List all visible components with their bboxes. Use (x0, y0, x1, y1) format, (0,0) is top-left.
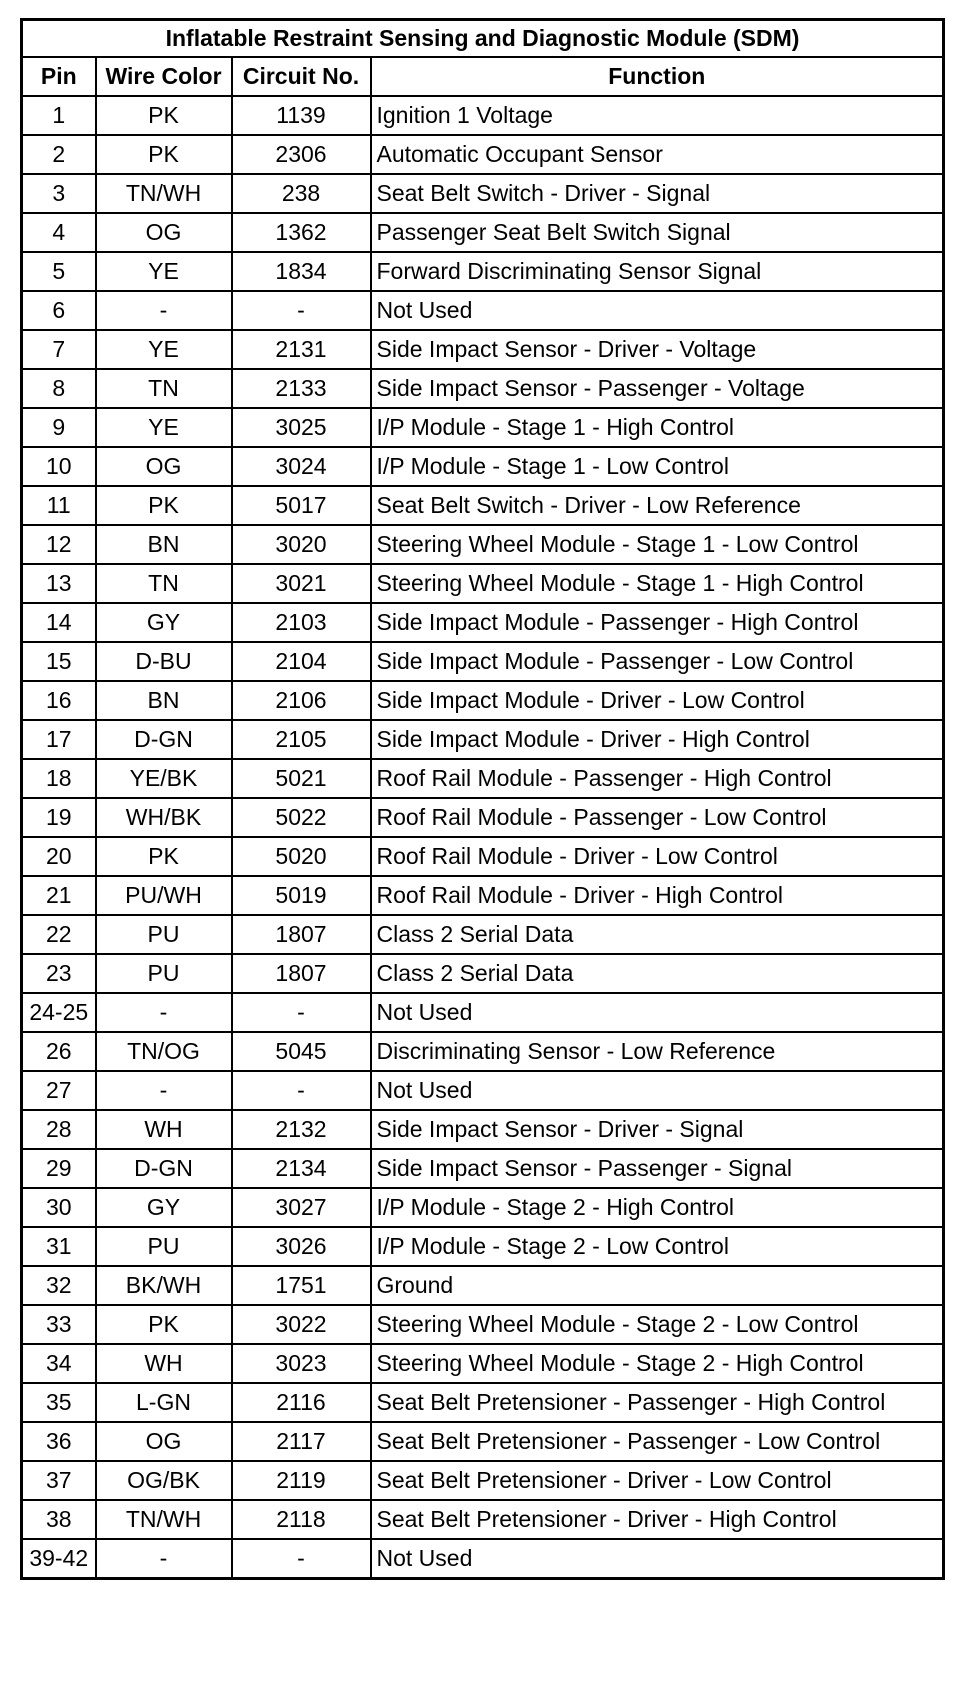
function-cell: Side Impact Sensor - Passenger - Signal (371, 1149, 944, 1188)
wire-color-cell: L-GN (96, 1383, 232, 1422)
table-row (22, 252, 944, 291)
function-cell: Forward Discriminating Sensor Signal (371, 252, 944, 291)
table-row (22, 1149, 944, 1188)
circuit-no-cell: - (232, 291, 371, 330)
wire-color-cell: TN/WH (96, 174, 232, 213)
function-cell: Class 2 Serial Data (371, 954, 944, 993)
pin-cell: 22 (22, 915, 96, 954)
wire-color-cell: TN/OG (96, 1032, 232, 1071)
pinout-table (20, 18, 945, 1580)
pin-cell: 26 (22, 1032, 96, 1071)
wire-color-cell: OG/BK (96, 1461, 232, 1500)
function-cell: Side Impact Sensor - Driver - Voltage (371, 330, 944, 369)
function-cell: Ignition 1 Voltage (371, 96, 944, 135)
table-row (22, 837, 944, 876)
table-row (22, 1539, 944, 1579)
table-row (22, 135, 944, 174)
circuit-no-cell: 3026 (232, 1227, 371, 1266)
function-cell: Seat Belt Switch - Driver - Signal (371, 174, 944, 213)
circuit-no-cell: - (232, 1539, 371, 1579)
table-row (22, 1032, 944, 1071)
pin-cell: 21 (22, 876, 96, 915)
table-row (22, 720, 944, 759)
pin-cell: 2 (22, 135, 96, 174)
circuit-no-cell: 3021 (232, 564, 371, 603)
function-cell: Seat Belt Pretensioner - Passenger - Low Control (371, 1422, 944, 1461)
circuit-no-cell: 2106 (232, 681, 371, 720)
wire-color-cell: WH (96, 1110, 232, 1149)
pin-cell: 37 (22, 1461, 96, 1500)
circuit-no-cell: 5020 (232, 837, 371, 876)
table-row (22, 1305, 944, 1344)
pin-cell: 4 (22, 213, 96, 252)
pin-cell: 23 (22, 954, 96, 993)
wire-color-cell: BN (96, 525, 232, 564)
pin-cell: 30 (22, 1188, 96, 1227)
function-cell: Steering Wheel Module - Stage 1 - High Control (371, 564, 944, 603)
function-cell: Roof Rail Module - Passenger - Low Control (371, 798, 944, 837)
function-cell: Not Used (371, 291, 944, 330)
table-title: Inflatable Restraint Sensing and Diagnostic Module (SDM) (22, 20, 944, 58)
pin-cell: 38 (22, 1500, 96, 1539)
wire-color-cell: TN (96, 564, 232, 603)
table-row (22, 525, 944, 564)
pin-cell: 29 (22, 1149, 96, 1188)
pin-cell: 8 (22, 369, 96, 408)
circuit-no-cell: 3020 (232, 525, 371, 564)
circuit-no-cell: 2132 (232, 1110, 371, 1149)
wire-color-cell: - (96, 291, 232, 330)
circuit-no-cell: 2119 (232, 1461, 371, 1500)
table-row (22, 369, 944, 408)
table-row (22, 1071, 944, 1110)
circuit-no-cell: 3027 (232, 1188, 371, 1227)
pin-cell: 35 (22, 1383, 96, 1422)
wire-color-cell: WH (96, 1344, 232, 1383)
table-row (22, 96, 944, 135)
wire-color-cell: YE/BK (96, 759, 232, 798)
function-cell: Side Impact Module - Driver - Low Control (371, 681, 944, 720)
function-cell: Seat Belt Pretensioner - Driver - High Control (371, 1500, 944, 1539)
pin-cell: 33 (22, 1305, 96, 1344)
function-cell: I/P Module - Stage 1 - High Control (371, 408, 944, 447)
column-header-circuit-no: Circuit No. (232, 57, 371, 96)
table-row (22, 213, 944, 252)
wire-color-cell: PU/WH (96, 876, 232, 915)
function-cell: Side Impact Module - Passenger - Low Control (371, 642, 944, 681)
circuit-no-cell: 2103 (232, 603, 371, 642)
wire-color-cell: TN (96, 369, 232, 408)
pin-cell: 16 (22, 681, 96, 720)
circuit-no-cell: 238 (232, 174, 371, 213)
function-cell: Automatic Occupant Sensor (371, 135, 944, 174)
table-row (22, 174, 944, 213)
function-cell: Seat Belt Pretensioner - Passenger - High Control (371, 1383, 944, 1422)
table-row (22, 954, 944, 993)
wire-color-cell: PU (96, 954, 232, 993)
circuit-no-cell: 1139 (232, 96, 371, 135)
pin-cell: 15 (22, 642, 96, 681)
wire-color-cell: - (96, 993, 232, 1032)
circuit-no-cell: 3024 (232, 447, 371, 486)
pinout-document (20, 18, 942, 1580)
function-cell: Roof Rail Module - Driver - High Control (371, 876, 944, 915)
circuit-no-cell: 2118 (232, 1500, 371, 1539)
wire-color-cell: GY (96, 603, 232, 642)
table-body (22, 96, 944, 1579)
table-row (22, 330, 944, 369)
circuit-no-cell: 5045 (232, 1032, 371, 1071)
circuit-no-cell: - (232, 1071, 371, 1110)
pin-cell: 24-25 (22, 993, 96, 1032)
pin-cell: 7 (22, 330, 96, 369)
pin-cell: 28 (22, 1110, 96, 1149)
function-cell: I/P Module - Stage 1 - Low Control (371, 447, 944, 486)
circuit-no-cell: 2134 (232, 1149, 371, 1188)
table-row (22, 642, 944, 681)
pin-cell: 27 (22, 1071, 96, 1110)
table-row (22, 1422, 944, 1461)
pin-cell: 39-42 (22, 1539, 96, 1579)
pin-cell: 20 (22, 837, 96, 876)
wire-color-cell: YE (96, 252, 232, 291)
table-row (22, 291, 944, 330)
wire-color-cell: BN (96, 681, 232, 720)
function-cell: Steering Wheel Module - Stage 2 - Low Control (371, 1305, 944, 1344)
table-row (22, 564, 944, 603)
pin-cell: 18 (22, 759, 96, 798)
pin-cell: 3 (22, 174, 96, 213)
pin-cell: 17 (22, 720, 96, 759)
table-row (22, 1110, 944, 1149)
circuit-no-cell: 1751 (232, 1266, 371, 1305)
function-cell: Side Impact Sensor - Driver - Signal (371, 1110, 944, 1149)
function-cell: Seat Belt Switch - Driver - Low Reference (371, 486, 944, 525)
wire-color-cell: GY (96, 1188, 232, 1227)
table-row (22, 447, 944, 486)
circuit-no-cell: 5017 (232, 486, 371, 525)
wire-color-cell: PK (96, 96, 232, 135)
wire-color-cell: PK (96, 1305, 232, 1344)
function-cell: Side Impact Module - Passenger - High Control (371, 603, 944, 642)
wire-color-cell: WH/BK (96, 798, 232, 837)
pin-cell: 19 (22, 798, 96, 837)
wire-color-cell: PK (96, 486, 232, 525)
pin-cell: 5 (22, 252, 96, 291)
circuit-no-cell: 1834 (232, 252, 371, 291)
function-cell: Passenger Seat Belt Switch Signal (371, 213, 944, 252)
wire-color-cell: YE (96, 330, 232, 369)
circuit-no-cell: 1807 (232, 915, 371, 954)
circuit-no-cell: 3025 (232, 408, 371, 447)
wire-color-cell: PK (96, 135, 232, 174)
pin-cell: 11 (22, 486, 96, 525)
pin-cell: 14 (22, 603, 96, 642)
function-cell: Not Used (371, 993, 944, 1032)
wire-color-cell: D-GN (96, 1149, 232, 1188)
function-cell: Steering Wheel Module - Stage 2 - High Control (371, 1344, 944, 1383)
circuit-no-cell: 5019 (232, 876, 371, 915)
table-row (22, 915, 944, 954)
table-row (22, 1500, 944, 1539)
wire-color-cell: TN/WH (96, 1500, 232, 1539)
pin-cell: 36 (22, 1422, 96, 1461)
wire-color-cell: - (96, 1539, 232, 1579)
pin-cell: 34 (22, 1344, 96, 1383)
wire-color-cell: YE (96, 408, 232, 447)
function-cell: Steering Wheel Module - Stage 1 - Low Control (371, 525, 944, 564)
wire-color-cell: PU (96, 1227, 232, 1266)
circuit-no-cell: - (232, 993, 371, 1032)
wire-color-cell: OG (96, 213, 232, 252)
function-cell: Roof Rail Module - Passenger - High Control (371, 759, 944, 798)
table-row (22, 1383, 944, 1422)
wire-color-cell: PU (96, 915, 232, 954)
circuit-no-cell: 2104 (232, 642, 371, 681)
table-row (22, 1461, 944, 1500)
pin-cell: 31 (22, 1227, 96, 1266)
wire-color-cell: - (96, 1071, 232, 1110)
pin-cell: 6 (22, 291, 96, 330)
circuit-no-cell: 3023 (232, 1344, 371, 1383)
circuit-no-cell: 2105 (232, 720, 371, 759)
circuit-no-cell: 5021 (232, 759, 371, 798)
pin-cell: 32 (22, 1266, 96, 1305)
table-header-row (22, 57, 944, 96)
table-row (22, 408, 944, 447)
circuit-no-cell: 2133 (232, 369, 371, 408)
function-cell: Class 2 Serial Data (371, 915, 944, 954)
pin-cell: 9 (22, 408, 96, 447)
pin-cell: 12 (22, 525, 96, 564)
function-cell: Roof Rail Module - Driver - Low Control (371, 837, 944, 876)
column-header-wire-color: Wire Color (96, 57, 232, 96)
function-cell: Seat Belt Pretensioner - Driver - Low Control (371, 1461, 944, 1500)
function-cell: Discriminating Sensor - Low Reference (371, 1032, 944, 1071)
table-row (22, 681, 944, 720)
function-cell: I/P Module - Stage 2 - Low Control (371, 1227, 944, 1266)
function-cell: Ground (371, 1266, 944, 1305)
column-header-function: Function (371, 57, 944, 96)
table-row (22, 603, 944, 642)
circuit-no-cell: 2306 (232, 135, 371, 174)
function-cell: Side Impact Sensor - Passenger - Voltage (371, 369, 944, 408)
table-row (22, 993, 944, 1032)
table-row (22, 1344, 944, 1383)
function-cell: Side Impact Module - Driver - High Control (371, 720, 944, 759)
circuit-no-cell: 3022 (232, 1305, 371, 1344)
circuit-no-cell: 5022 (232, 798, 371, 837)
table-row (22, 798, 944, 837)
pin-cell: 1 (22, 96, 96, 135)
wire-color-cell: OG (96, 1422, 232, 1461)
table-title-row (22, 20, 944, 58)
wire-color-cell: BK/WH (96, 1266, 232, 1305)
table-row (22, 1227, 944, 1266)
table-row (22, 876, 944, 915)
table-row (22, 1266, 944, 1305)
wire-color-cell: D-BU (96, 642, 232, 681)
circuit-no-cell: 2131 (232, 330, 371, 369)
wire-color-cell: PK (96, 837, 232, 876)
wire-color-cell: D-GN (96, 720, 232, 759)
circuit-no-cell: 2117 (232, 1422, 371, 1461)
circuit-no-cell: 1362 (232, 213, 371, 252)
pin-cell: 10 (22, 447, 96, 486)
table-row (22, 759, 944, 798)
function-cell: I/P Module - Stage 2 - High Control (371, 1188, 944, 1227)
wire-color-cell: OG (96, 447, 232, 486)
circuit-no-cell: 1807 (232, 954, 371, 993)
column-header-pin: Pin (22, 57, 96, 96)
circuit-no-cell: 2116 (232, 1383, 371, 1422)
pin-cell: 13 (22, 564, 96, 603)
table-row (22, 1188, 944, 1227)
function-cell: Not Used (371, 1071, 944, 1110)
function-cell: Not Used (371, 1539, 944, 1579)
table-row (22, 486, 944, 525)
